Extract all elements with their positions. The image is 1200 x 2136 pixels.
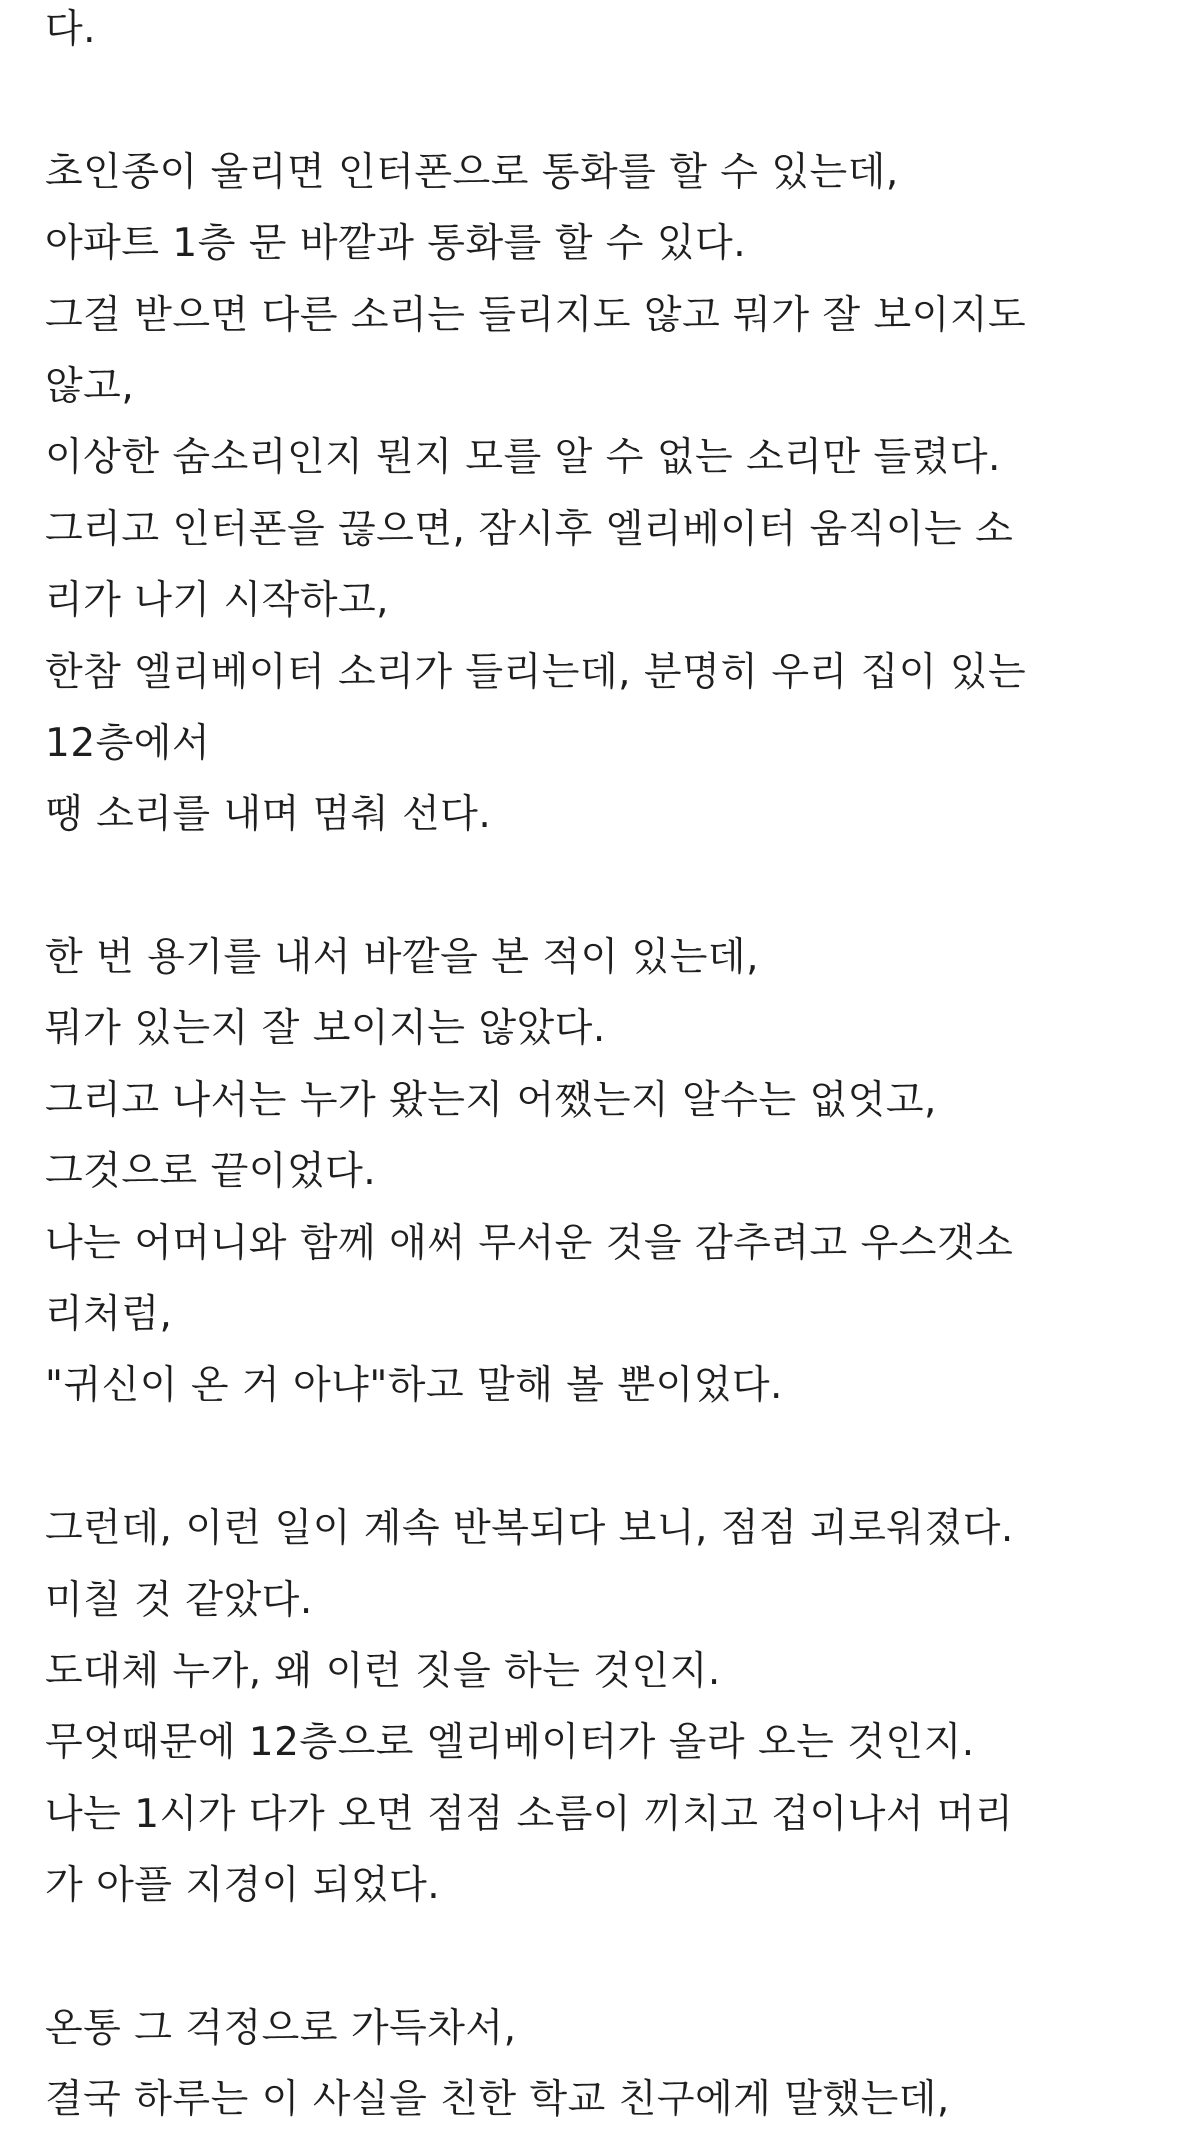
text-line: 그것으로 끝이었다. bbox=[45, 1149, 377, 1195]
text-line: 않고, bbox=[45, 363, 135, 409]
text-line: 리가 나기 시작하고, bbox=[45, 578, 390, 624]
text-line: 아파트 1층 문 바깥과 통화를 할 수 있다. bbox=[45, 221, 747, 267]
text-line: 리처럼, bbox=[45, 1292, 173, 1338]
text-line: 한참 엘리베이터 소리가 들리는데, 분명히 우리 집이 있는 bbox=[45, 649, 1027, 695]
text-line: 이상한 숨소리인지 뭔지 모를 알 수 없는 소리만 들렸다. bbox=[45, 435, 1001, 481]
text-line: "귀신이 온 거 아냐"하고 말해 볼 뿐이었다. bbox=[45, 1363, 783, 1409]
text-line: 초인종이 울리면 인터폰으로 통화를 할 수 있는데, bbox=[45, 149, 899, 195]
paragraph-gap bbox=[45, 1422, 1165, 1493]
text-line: 다. bbox=[45, 7, 97, 52]
text-line: 12층에서 bbox=[45, 720, 211, 766]
text-line: 땡 소리를 내며 멈춰 선다. bbox=[45, 792, 492, 838]
paragraph-gap bbox=[45, 1922, 1165, 1993]
text-line: 그걸 받으면 다른 소리는 들리지도 않고 뭐가 잘 보이지도 bbox=[45, 292, 1027, 338]
text-line: 뭐가 있는지 잘 보이지는 않았다. bbox=[45, 1006, 606, 1052]
article-body bbox=[45, 0, 1165, 2136]
text-line: 미칠 것 같았다. bbox=[45, 1577, 313, 1623]
text-line: 결국 하루는 이 사실을 친한 학교 친구에게 말했는데, bbox=[45, 2077, 950, 2123]
paragraph-gap bbox=[45, 851, 1165, 922]
text-line: 그런데, 이런 일이 계속 반복되다 보니, 점점 괴로워졌다. bbox=[45, 1506, 1014, 1552]
text-line: 그리고 나서는 누가 왔는지 어쨌는지 알수는 없엇고, bbox=[45, 1077, 937, 1123]
text-line: 무엇때문에 12층으로 엘리베이터가 올라 오는 것인지. bbox=[45, 1720, 975, 1766]
text-line: 한 번 용기를 내서 바깥을 본 적이 있는데, bbox=[45, 935, 759, 981]
text-line: 나는 1시가 다가 오면 점점 소름이 끼치고 겁이나서 머리 bbox=[45, 1791, 1014, 1837]
text-line: 도대체 누가, 왜 이런 짓을 하는 것인지. bbox=[45, 1648, 721, 1694]
text-line: 나는 어머니와 함께 애써 무서운 것을 감추려고 우스갯소 bbox=[45, 1220, 1014, 1266]
text-line: 그리고 인터폰을 끊으면, 잠시후 엘리베이터 움직이는 소 bbox=[45, 506, 1014, 552]
text-line: 가 아플 지경이 되었다. bbox=[45, 1863, 441, 1909]
paragraph-gap bbox=[45, 65, 1165, 136]
text-line: 온통 그 걱정으로 가득차서, bbox=[45, 2005, 517, 2051]
